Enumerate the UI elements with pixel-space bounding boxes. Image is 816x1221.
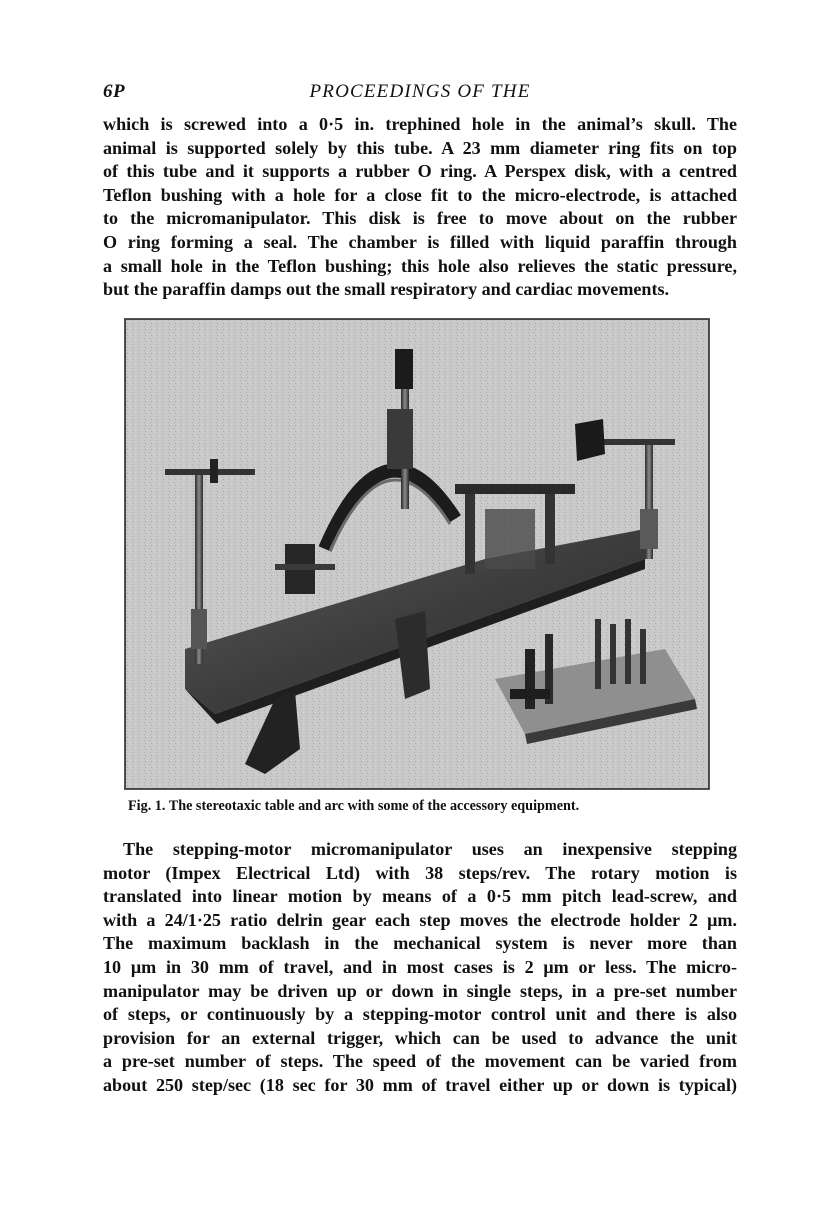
paragraph-2 — [103, 838, 737, 1098]
text-line: a pre-set number of steps. The speed of the movement can be varied from — [103, 1051, 737, 1072]
text-line: Teflon bushing with a hole for a close fit to the micro-electrode, is attached — [103, 184, 737, 205]
running-title: PROCEEDINGS OF THE — [309, 81, 531, 102]
text-line: manipulator may be driven up or down in single steps, in a pre-set number — [103, 980, 737, 1001]
text-line: The maximum backlash in the mechanical system is never more than — [103, 933, 737, 954]
text-line: O ring forming a seal. The chamber is filled with liquid paraffin through — [103, 231, 737, 252]
text-line: to the micromanipulator. This disk is free to move about on the rubber — [103, 208, 737, 229]
photo-illustration — [125, 319, 709, 789]
text-line: provision for an external trigger, which can be used to advance the unit — [103, 1027, 737, 1048]
figure-photo-stereotaxic-table — [124, 318, 710, 790]
text-line: but the paraffin damps out the small respiratory and cardiac movements. — [103, 279, 670, 300]
text-line: with a 24/1·25 ratio delrin gear each step moves the electrode holder 2 μm. — [103, 909, 737, 930]
text-line: motor (Impex Electrical Ltd) with 38 steps/rev. The rotary motion is — [103, 862, 737, 883]
figure-caption: Fig. 1. The stereotaxic table and arc with some of the accessory equipment. — [128, 798, 580, 814]
text-line: about 250 step/sec (18 sec for 30 mm of travel either up or down is typical) — [103, 1074, 737, 1095]
text-line: of steps, or continuously by a stepping-motor control unit and there is also — [103, 1004, 737, 1025]
text-line: a small hole in the Teflon bushing; this hole also relieves the static pressure, — [103, 255, 737, 276]
paragraph-1 — [103, 113, 737, 302]
text-line: of this tube and it supports a rubber O ring. A Perspex disk, with a centred — [103, 161, 737, 182]
page-header — [103, 78, 737, 106]
text-line: translated into linear motion by means of a 0·5 mm pitch lead-screw, and — [103, 886, 737, 907]
text-line: which is screwed into a 0·5 in. trephined hole in the animal’s skull. The — [103, 114, 737, 134]
text-line: animal is supported solely by this tube. A 23 mm diameter ring fits on top — [103, 137, 737, 158]
text-line: The stepping-motor micromanipulator uses an inexpensive stepping — [123, 839, 737, 859]
page-number: 6P — [103, 81, 126, 102]
text-line: 10 μm in 30 mm of travel, and in most cases is 2 μm or less. The micro- — [103, 956, 737, 977]
